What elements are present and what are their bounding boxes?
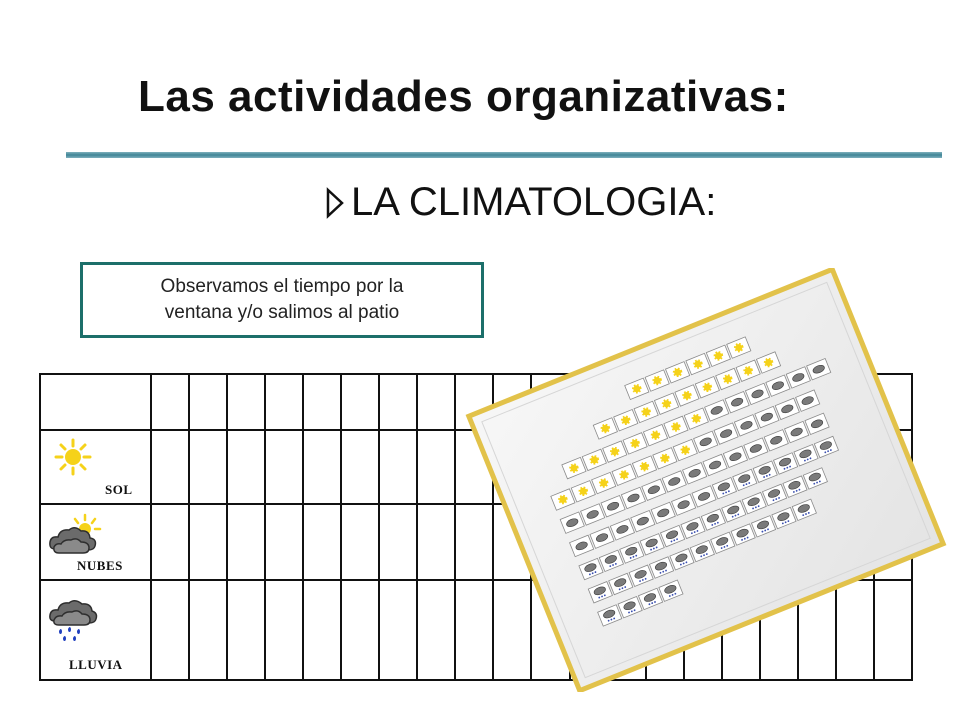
day-cell[interactable]: [227, 580, 265, 680]
day-cell[interactable]: [379, 430, 417, 504]
day-cell[interactable]: [189, 430, 227, 504]
day-cell[interactable]: [379, 374, 417, 430]
day-cell[interactable]: [265, 580, 303, 680]
day-cell[interactable]: [265, 504, 303, 580]
day-cell[interactable]: [151, 504, 189, 580]
day-cell[interactable]: [151, 374, 189, 430]
day-cell[interactable]: [227, 430, 265, 504]
day-cell[interactable]: [341, 504, 379, 580]
row-label: LLUVIA: [69, 657, 123, 672]
row-label: SOL: [105, 482, 133, 497]
callout-box: [80, 262, 484, 338]
day-cell[interactable]: [265, 430, 303, 504]
bullet-text: LA CLIMATOLOGIA:: [351, 180, 717, 224]
callout-line-2: ventana y/o salimos al patio: [164, 302, 400, 323]
day-cell[interactable]: [341, 430, 379, 504]
rain-cloud-icon: [47, 595, 99, 645]
day-cell[interactable]: [341, 374, 379, 430]
day-cell[interactable]: [189, 504, 227, 580]
day-cell[interactable]: [189, 374, 227, 430]
day-cell[interactable]: [417, 374, 455, 430]
title-underline: [66, 152, 942, 158]
row-label-cell: [40, 580, 151, 680]
sun-behind-cloud-icon: [47, 513, 105, 555]
bullet-item: [325, 180, 716, 225]
day-cell[interactable]: [303, 374, 341, 430]
day-cell[interactable]: [151, 430, 189, 504]
day-cell[interactable]: [417, 580, 455, 680]
slide-title: Las actividades organizativas:: [138, 72, 789, 121]
day-cell[interactable]: [151, 580, 189, 680]
day-cell[interactable]: [227, 504, 265, 580]
day-cell[interactable]: [303, 580, 341, 680]
day-cell[interactable]: [265, 374, 303, 430]
day-cell[interactable]: [417, 430, 455, 504]
day-cell[interactable]: [303, 504, 341, 580]
row-label-cell: [40, 430, 151, 504]
grid-corner-cell: [40, 374, 151, 430]
weather-chart-photo: [462, 268, 950, 692]
row-label-cell: [40, 504, 151, 580]
day-cell[interactable]: [189, 580, 227, 680]
day-cell[interactable]: [379, 580, 417, 680]
day-cell[interactable]: [341, 580, 379, 680]
callout-line-1: Observamos el tiempo por la: [160, 276, 404, 298]
sun-icon: [53, 437, 93, 477]
day-cell[interactable]: [379, 504, 417, 580]
row-label: NUBES: [77, 558, 123, 573]
day-cell[interactable]: [417, 504, 455, 580]
day-cell[interactable]: [303, 430, 341, 504]
arrow-bullet-icon: [325, 186, 345, 220]
day-cell[interactable]: [227, 374, 265, 430]
